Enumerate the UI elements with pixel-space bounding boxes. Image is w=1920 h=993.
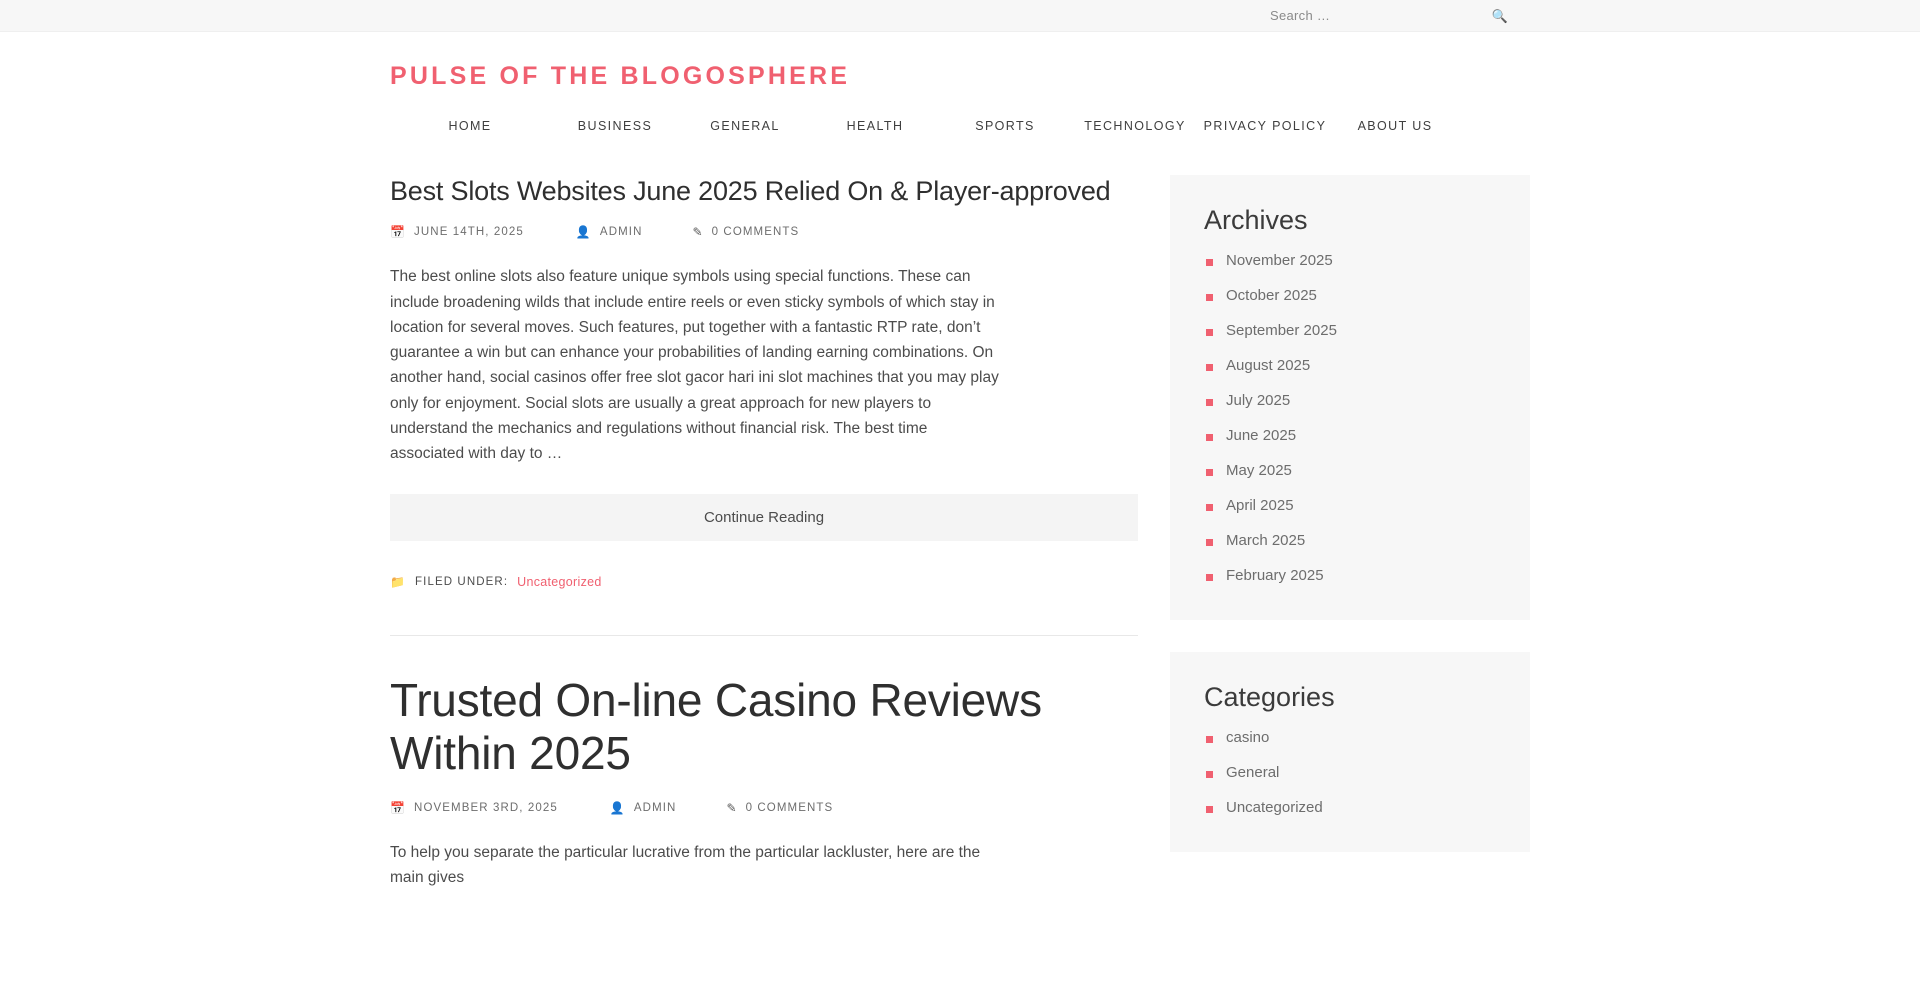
- archive-link[interactable]: July 2025: [1226, 391, 1291, 409]
- list-item: [1204, 729, 1496, 746]
- post-author-label[interactable]: ADMIN: [599, 226, 643, 239]
- list-item: [1204, 322, 1496, 339]
- post-title[interactable]: Best Slots Websites June 2025 Relied On & Player-approved: [390, 175, 1111, 206]
- list-item: [1204, 357, 1496, 374]
- search-input[interactable]: [1270, 6, 1510, 25]
- nav-item-general[interactable]: GENERAL: [710, 118, 780, 133]
- list-item: [1204, 799, 1496, 816]
- list-item: [1204, 392, 1496, 409]
- calendar-icon: 📅: [390, 225, 407, 240]
- archive-link[interactable]: February 2025: [1226, 566, 1324, 584]
- calendar-icon: 📅: [390, 801, 407, 816]
- categories-title: Categories: [1204, 681, 1335, 712]
- post-article: [390, 175, 1138, 645]
- main-navigation: [390, 111, 1530, 147]
- archive-link[interactable]: November 2025: [1226, 251, 1333, 269]
- nav-item-sports[interactable]: SPORTS: [975, 118, 1035, 133]
- main-content: [390, 175, 1138, 927]
- archive-link[interactable]: March 2025: [1226, 531, 1306, 549]
- category-link[interactable]: Uncategorized: [1226, 798, 1323, 816]
- categories-widget: [1170, 652, 1530, 852]
- post-comments-label[interactable]: 0 COMMENTS: [711, 226, 800, 239]
- search-form[interactable]: [1270, 6, 1510, 25]
- post-comments-label[interactable]: 0 COMMENTS: [745, 802, 834, 815]
- archives-list: [1204, 252, 1496, 584]
- user-icon: 👤: [575, 225, 592, 240]
- archive-link[interactable]: April 2025: [1226, 496, 1294, 514]
- nav-item-health[interactable]: HEALTH: [846, 118, 904, 133]
- post-date: [390, 802, 558, 814]
- list-item: [1204, 532, 1496, 549]
- pencil-icon: ✎: [726, 801, 738, 816]
- post-comments[interactable]: [692, 226, 799, 238]
- category-link[interactable]: Uncategorized: [517, 575, 602, 590]
- nav-item-business[interactable]: BUSINESS: [577, 118, 653, 133]
- list-item: [1204, 764, 1496, 781]
- category-link[interactable]: casino: [1226, 728, 1270, 746]
- nav-item-privacy-policy[interactable]: PRIVACY POLICY: [1203, 118, 1327, 133]
- post-author: [576, 226, 643, 238]
- archives-title: Archives: [1204, 204, 1308, 235]
- user-icon: 👤: [609, 801, 626, 816]
- list-item: [1204, 427, 1496, 444]
- site-header: [0, 32, 1920, 147]
- category-link[interactable]: General: [1226, 763, 1280, 781]
- post-excerpt: To help you separate the particular lucrative from the particular lackluster, here are the main gives: [390, 844, 981, 887]
- page-layout: [390, 147, 1530, 927]
- post-date-label: NOVEMBER 3RD, 2025: [414, 802, 558, 815]
- list-item: [1204, 252, 1496, 269]
- search-icon[interactable]: 🔍: [1491, 8, 1508, 23]
- post-author-label[interactable]: ADMIN: [633, 802, 677, 815]
- pencil-icon: ✎: [692, 225, 704, 240]
- post-comments[interactable]: [726, 802, 833, 814]
- top-search-bar: [0, 0, 1920, 32]
- archive-link[interactable]: August 2025: [1226, 356, 1311, 374]
- list-item: [1204, 497, 1496, 514]
- archive-link[interactable]: September 2025: [1226, 321, 1337, 339]
- post-date-label: JUNE 14TH, 2025: [414, 226, 524, 239]
- folder-icon: 📁: [390, 575, 407, 590]
- continue-reading-button[interactable]: Continue Reading: [390, 494, 1138, 541]
- archive-link[interactable]: October 2025: [1226, 286, 1317, 304]
- nav-item-home[interactable]: HOME: [448, 118, 492, 133]
- archive-link[interactable]: May 2025: [1226, 461, 1292, 479]
- nav-item-technology[interactable]: TECHNOLOGY: [1084, 118, 1186, 133]
- sidebar: [1170, 175, 1530, 884]
- post-divider: [390, 635, 1138, 636]
- post-author: [610, 802, 677, 814]
- filed-under: [390, 575, 1138, 589]
- list-item: [1204, 567, 1496, 584]
- post-excerpt: The best online slots also feature unique symbols using special functions. These can include broadening wilds that include entire reels or even sticky symbols of which stay in location for several moves. Such features, put together with a fantastic RTP rate, don’t guarantee a win but can enhance your probabilities of landing earning combinations. On another hand, social casinos offer free slot gacor hari ini slot machines that you may play only for enjoyment. Social slots are usually a great approach for new players to understand the mechanics and regulations without financial risk. The best time associated with day to …: [390, 268, 999, 462]
- categories-list: [1204, 729, 1496, 816]
- post-date: [390, 226, 524, 238]
- list-item: [1204, 462, 1496, 479]
- archives-widget: [1170, 175, 1530, 620]
- post-article: [390, 644, 1138, 926]
- post-meta: [390, 802, 1138, 814]
- list-item: [1204, 287, 1496, 304]
- post-meta: [390, 226, 1138, 238]
- archive-link[interactable]: June 2025: [1226, 426, 1297, 444]
- post-title[interactable]: Trusted On-line Casino Reviews Within 2025: [390, 674, 1042, 780]
- nav-item-about-us[interactable]: ABOUT US: [1357, 118, 1433, 133]
- site-title[interactable]: PULSE OF THE BLOGOSPHERE: [390, 62, 851, 90]
- filed-under-label: FILED UNDER:: [415, 576, 509, 589]
